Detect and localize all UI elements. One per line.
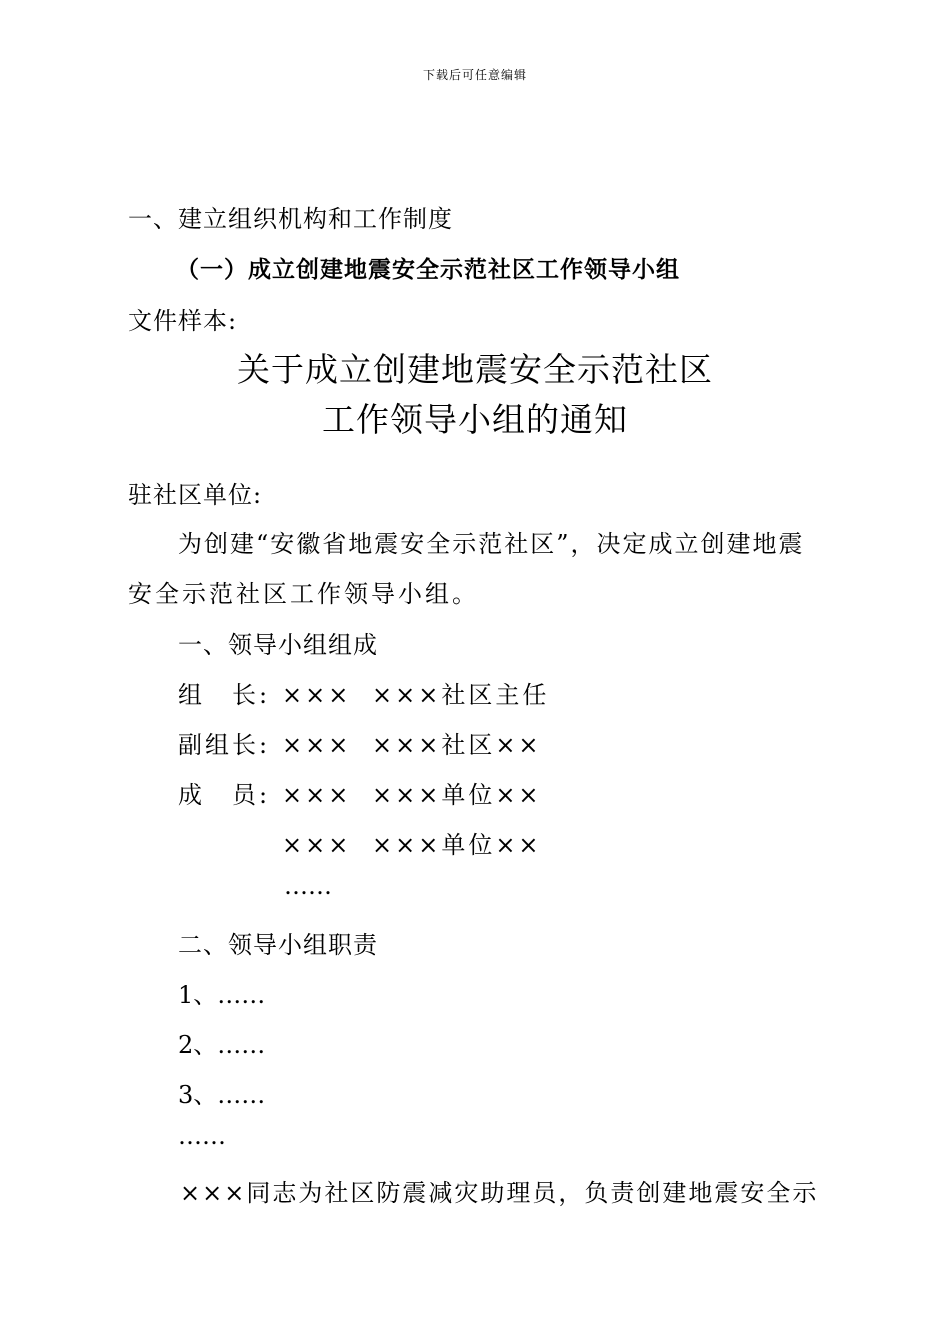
composition-heading: 一、领导小组组成	[178, 631, 378, 659]
member-name: ×××	[282, 781, 352, 809]
members-ellipsis: ……	[284, 872, 332, 900]
section-heading: 一、建立组织机构和工作制度	[128, 205, 453, 233]
member-row	[178, 825, 542, 860]
member-label: 副组长:	[178, 731, 271, 759]
notice-title-line-1: 关于成立创建地震安全示范社区	[237, 350, 713, 389]
duties-heading: 二、领导小组职责	[178, 931, 378, 959]
addressee: 驻社区单位:	[128, 481, 263, 509]
member-row	[178, 675, 549, 710]
member-row	[178, 775, 542, 810]
member-label: 成 员:	[178, 781, 271, 809]
subsection-heading: （一）成立创建地震安全示范社区工作领导小组	[176, 257, 680, 283]
member-row	[178, 725, 542, 760]
duty-item: 3、……	[178, 1081, 266, 1109]
duty-item: 2、……	[178, 1031, 266, 1059]
intro-line-1: 为创建“安徽省地震安全示范社区”，决定成立创建地震	[178, 530, 805, 558]
member-name: ×××	[282, 681, 352, 709]
member-name: ×××	[282, 731, 352, 759]
notice-title-line-2: 工作领导小组的通知	[322, 400, 628, 439]
page-header: 下载后可任意编辑	[422, 68, 527, 82]
member-name: ×××	[282, 831, 352, 859]
member-label: 组 长:	[178, 681, 271, 709]
duty-item: 1、……	[178, 981, 266, 1009]
last-line: ×××同志为社区防震减灾助理员，负责创建地震安全示	[180, 1179, 819, 1207]
intro-line-2: 安全示范社区工作领导小组。	[128, 580, 479, 608]
member-position: ×××社区主任	[372, 681, 550, 709]
member-position: ×××单位××	[372, 831, 542, 859]
member-position: ×××单位××	[372, 781, 542, 809]
member-position: ×××社区××	[372, 731, 542, 759]
sample-label: 文件样本:	[128, 307, 238, 335]
duties-ellipsis: ……	[178, 1122, 226, 1150]
